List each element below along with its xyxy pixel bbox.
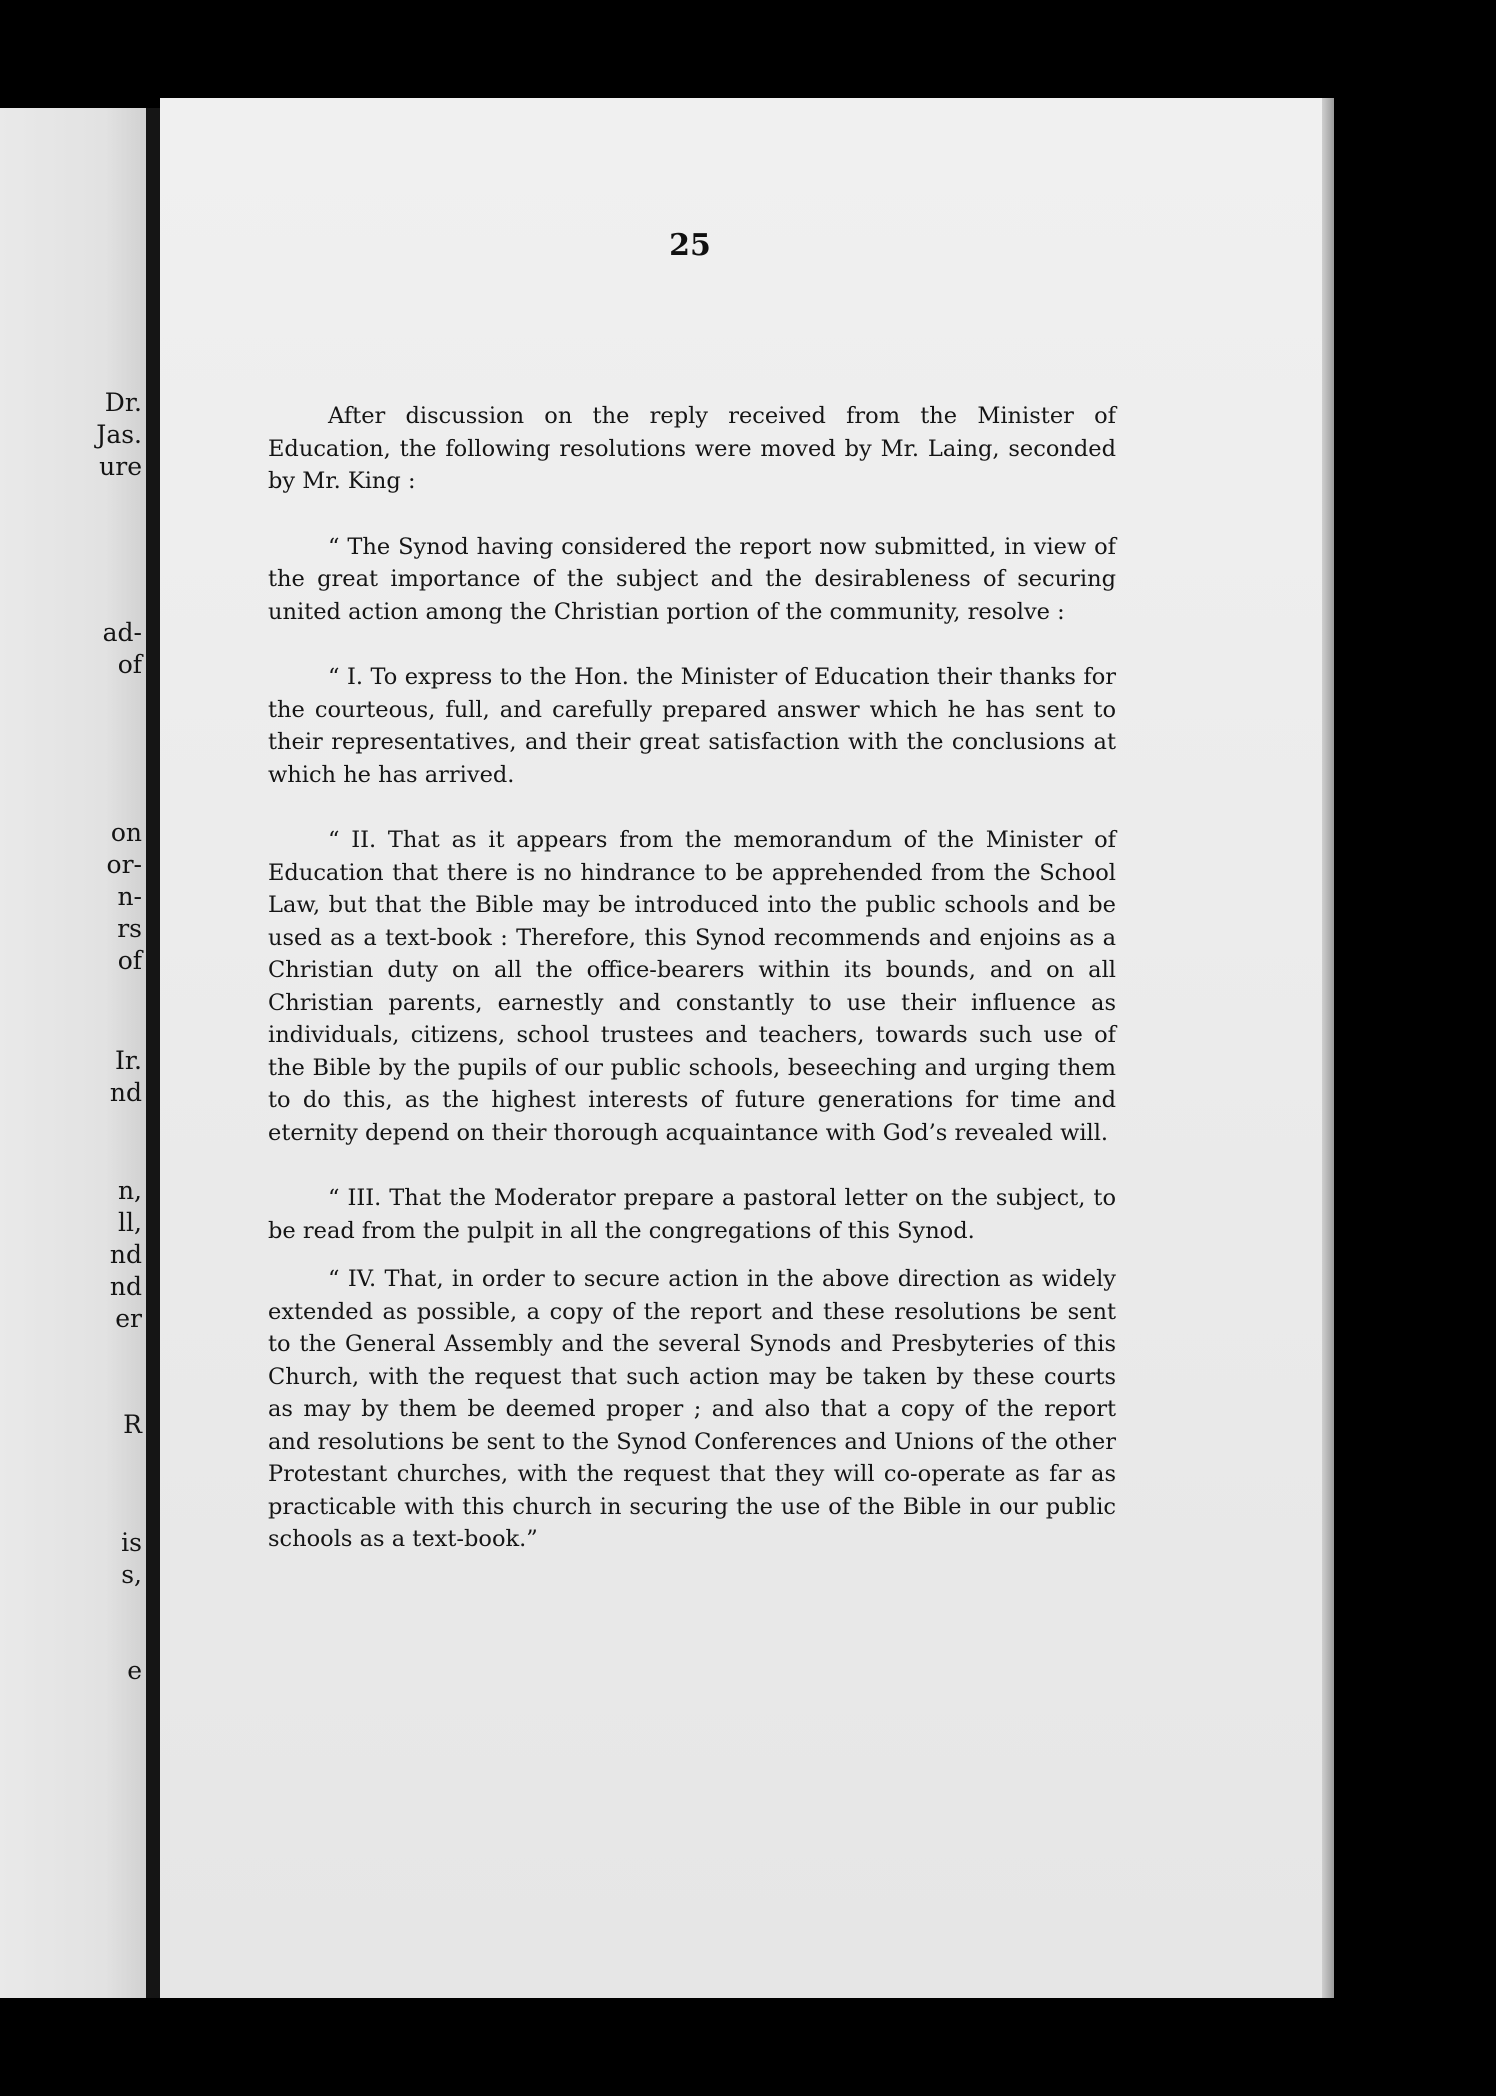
left-fragment: rs bbox=[117, 914, 142, 943]
left-fragment: ad- bbox=[102, 618, 142, 647]
resolution-3: “ III. That the Moderator prepare a pastoral letter on the subject, to be read from the pulpit in all the congregations of this Synod. bbox=[268, 1185, 1116, 1244]
left-fragment: of bbox=[117, 650, 142, 679]
intro-paragraph: After discussion on the reply received from the Minister of Education, the following resolutions were moved by Mr. Laing, seconded by Mr. King : bbox=[268, 403, 1116, 494]
page-body bbox=[268, 400, 1116, 1556]
left-fragment: is bbox=[121, 1528, 142, 1557]
left-fragment: ure bbox=[99, 452, 142, 481]
resolution-1: “ I. To express to the Hon. the Minister of Education their thanks for the courteous, full, and carefully prepared answer which he has sent to their representatives, and their great satisfaction with the conclusions at which he has arrived. bbox=[268, 664, 1116, 788]
left-fragment: Jas. bbox=[96, 420, 142, 449]
page-gutter bbox=[146, 108, 160, 1998]
left-fragment: nd bbox=[109, 1272, 142, 1301]
left-fragment: nd bbox=[109, 1240, 142, 1269]
left-fragment: ll, bbox=[118, 1208, 142, 1237]
page-edge bbox=[1322, 98, 1334, 1998]
left-fragment: or- bbox=[106, 850, 142, 879]
preamble-paragraph: “ The Synod having considered the report now submitted, in view of the great importance of the subject and the desirableness of securing united action among the Christian portion of the community, resolve : bbox=[268, 533, 1116, 625]
left-fragment: er bbox=[115, 1304, 142, 1333]
left-fragment: R bbox=[123, 1410, 142, 1439]
left-fragment: of bbox=[117, 946, 142, 975]
left-fragment: Dr. bbox=[104, 388, 142, 417]
left-fragment: n- bbox=[117, 882, 142, 911]
left-fragment: nd bbox=[109, 1078, 142, 1107]
page-number: 25 bbox=[669, 228, 711, 263]
resolution-4: “ IV. That, in order to secure action in the above direction as widely extended as possible, a copy of the report and these resolutions be sent to the General Assembly and the several Synods and Presbyteries of this Church, with the request that such action may be taken by these courts as may by them be deemed proper ; and also that a copy of the report and resolutions be sent to the Synod Conferences and Unions of the other Protestant churches, with the request that they will co-operate as far as practicable with this church in securing the use of the Bible in our public schools as a text-book.” bbox=[268, 1266, 1116, 1552]
resolution-2: “ II. That as it appears from the memorandum of the Minister of Education that there is no hindrance to be apprehended from the School Law, but that the Bible may be introduced into the public schools and be used as a text-book : Therefore, this Synod recommends and enjoins as a Christian duty on all the office-bearers within its bounds, and on all Christian parents, earnestly and constantly to use their influence as individuals, citizens, school trustees and teachers, towards such use of the Bible by the pupils of our public schools, beseeching and urging them to do this, as the highest interests of future generations for time and eternity depend on their thorough acquaintance with God’s revealed will. bbox=[268, 827, 1116, 1146]
left-fragment: e bbox=[127, 1656, 142, 1685]
left-fragment: on bbox=[110, 818, 142, 847]
left-page-fragment bbox=[0, 108, 150, 1998]
left-fragment: n, bbox=[117, 1176, 142, 1205]
left-fragment: s, bbox=[121, 1560, 142, 1589]
left-fragment: Ir. bbox=[114, 1046, 142, 1075]
